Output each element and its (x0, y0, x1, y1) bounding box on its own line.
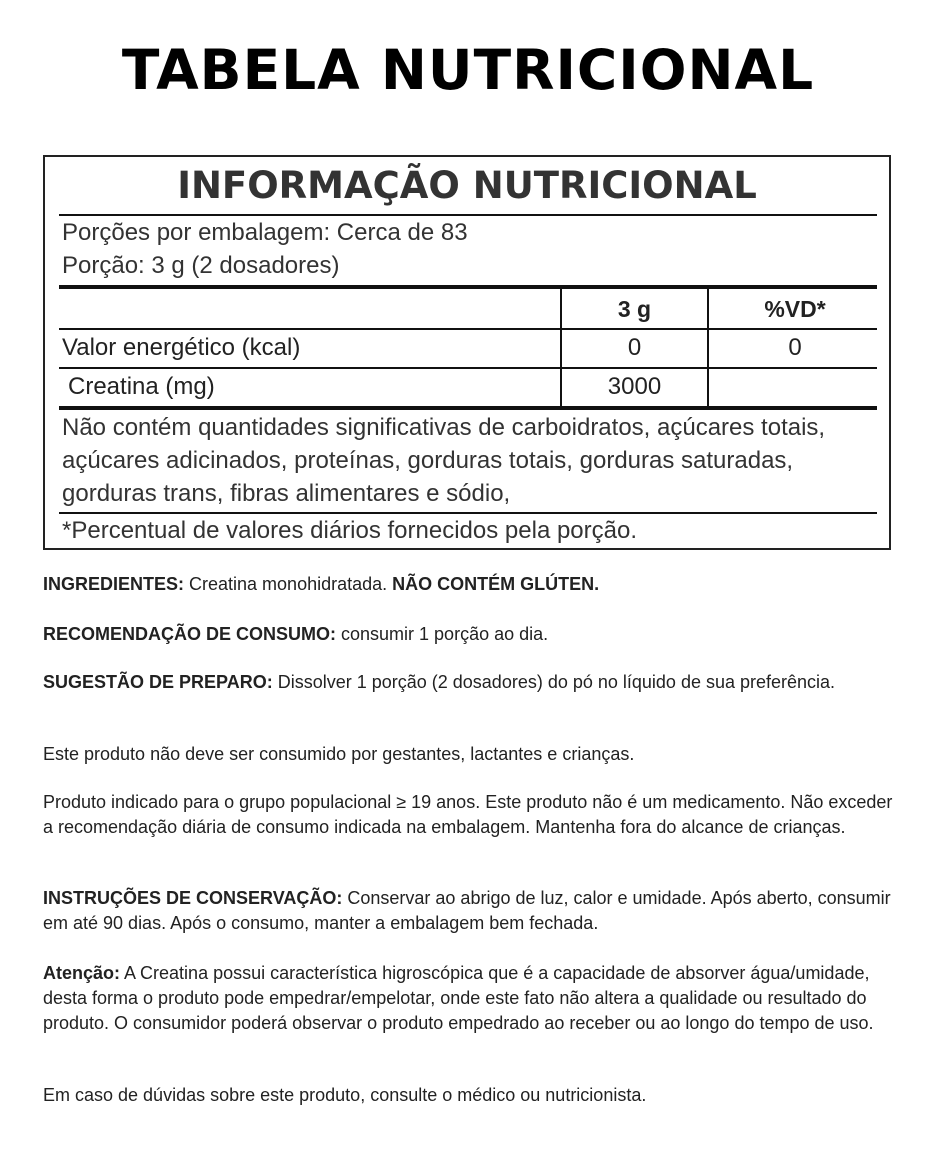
divider (59, 367, 877, 369)
storage-text: Conservar ao abrigo de luz, calor e umidade. Após aberto, consumir em até 90 dias. Após o consumo, manter a embalagem bem fechada. (43, 888, 891, 933)
row-label-creatine: Creatina (mg) (68, 373, 215, 400)
header-portion: 3 g (617, 296, 652, 322)
divider (59, 328, 877, 330)
recommendation-label: RECOMENDAÇÃO DE CONSUMO: (43, 624, 337, 644)
servings-per-package: Porções por embalagem: Cerca de 83 (62, 219, 468, 246)
row-label-energy: Valor energético (kcal) (62, 334, 301, 361)
indicated-group: Produto indicado para o grupo populacional ≥ 19 anos. Este produto não é um medicamento. Não exceder a recomendação diária de consumo indicada na embalagem. Mantenha fora do alcance de crianças. (43, 792, 893, 837)
serving-size: Porção: 3 g (2 dosadores) (62, 252, 340, 279)
gluten-free: NÃO CONTÉM GLÚTEN. (392, 574, 600, 594)
doubts: Em caso de dúvidas sobre este produto, consulte o médico ou nutricionista. (43, 1085, 647, 1105)
storage-label: INSTRUÇÕES DE CONSERVAÇÃO: (43, 888, 343, 908)
table-footnote: *Percentual de valores diários fornecidos pela porção. (62, 517, 638, 544)
ingredients (43, 572, 899, 597)
row-portion-creatine: 3000 (607, 373, 662, 400)
nutrition-table (43, 155, 891, 550)
header-vd: %VD* (764, 296, 826, 322)
recommendation-text: consumir 1 porção ao dia. (336, 624, 549, 644)
preparation-label: SUGESTÃO DE PREPARO: (43, 672, 273, 692)
divider-thick (59, 406, 877, 410)
recommendation (43, 622, 899, 647)
attention-label: Atenção: (43, 963, 121, 983)
divider (59, 214, 877, 216)
ingredients-text: Creatina monohidratada. (184, 574, 393, 594)
divider-thick (59, 285, 877, 289)
row-portion-energy: 0 (627, 334, 642, 361)
divider (59, 512, 877, 514)
page-title: TABELA NUTRICIONAL (121, 38, 815, 102)
warning-groups: Este produto não deve ser consumido por gestantes, lactantes e crianças. (43, 744, 635, 764)
storage (43, 886, 899, 936)
ingredients-label: INGREDIENTES: (43, 574, 185, 594)
table-title: INFORMAÇÃO NUTRICIONAL (177, 164, 757, 207)
attention (43, 961, 899, 1036)
preparation (43, 670, 899, 695)
attention-text: A Creatina possui característica higroscópica que é a capacidade de absorver água/umidade, desta forma o produto pode empedrar/empelotar, onde este fato não altera a qualidade ou resultado do produto. O consumidor poderá observar o produto empedrado ao receber ou ao longo do tempo de uso. (43, 963, 874, 1033)
table-note: Não contém quantidades significativas de carboidratos, açúcares totais, açúcares adicinados, proteínas, gorduras totais, gorduras saturadas, gorduras trans, fibras alimentares e sódio, (62, 414, 826, 507)
row-vd-energy: 0 (788, 334, 802, 361)
preparation-text: Dissolver 1 porção (2 dosadores) do pó no líquido de sua preferência. (272, 672, 836, 692)
